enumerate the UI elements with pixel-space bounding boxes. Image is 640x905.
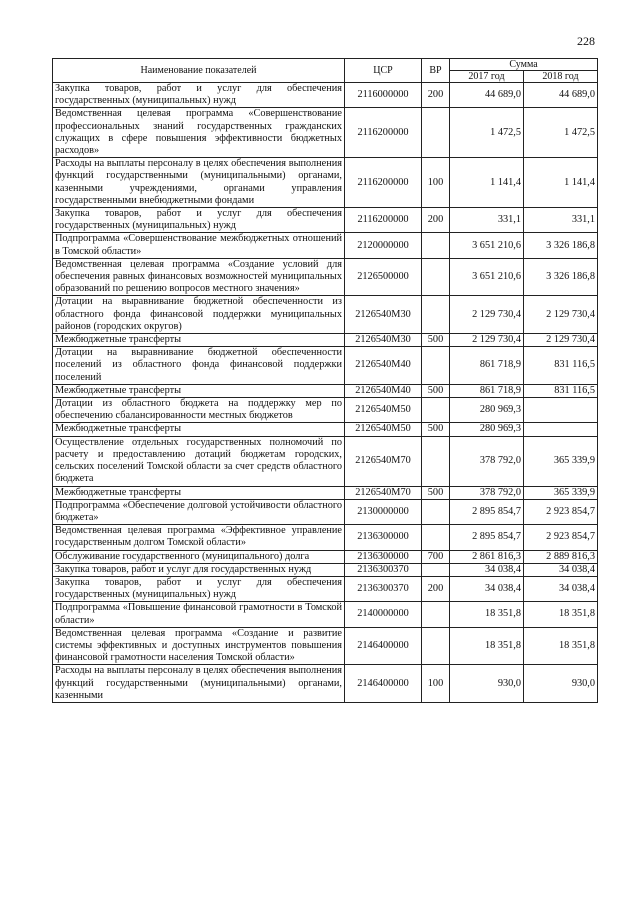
row-csr-code: 2126540М40 [345,347,422,385]
row-amount-2017: 1 472,5 [450,108,524,158]
row-name: Расходы на выплаты персоналу в целях обеспечения выполнения функций государственными (муниципальными) органами, казенными [53,665,345,703]
row-csr-code: 2116200000 [345,108,422,158]
row-amount-2017: 18 351,8 [450,627,524,665]
row-csr-code: 2126540М30 [345,296,422,334]
row-name: Закупка товаров, работ и услуг для обеспечения государственных (муниципальных) нужд [53,208,345,233]
row-amount-2017: 2 129 730,4 [450,334,524,347]
row-amount-2018: 18 351,8 [524,602,598,627]
row-vr-code: 700 [422,550,450,563]
row-amount-2018: 1 472,5 [524,108,598,158]
table-row [53,347,598,385]
row-amount-2018: 1 141,4 [524,158,598,208]
table-row [53,296,598,334]
table-row [53,550,598,563]
row-amount-2017: 280 969,3 [450,398,524,423]
row-name: Межбюджетные трансферты [53,334,345,347]
budget-table [52,58,598,703]
row-amount-2017: 2 129 730,4 [450,296,524,334]
row-amount-2018: 34 038,4 [524,563,598,576]
row-csr-code: 2136300000 [345,550,422,563]
table-row [53,398,598,423]
row-csr-code: 2126540М70 [345,436,422,486]
table-row [53,576,598,601]
row-vr-code: 100 [422,665,450,703]
row-vr-code [422,499,450,524]
row-amount-2017: 3 651 210,6 [450,233,524,258]
row-name: Дотации на выравнивание бюджетной обеспеченности из областного фонда финансовой поддержки муниципальных районов (городских округов) [53,296,345,334]
row-csr-code: 2116200000 [345,158,422,208]
row-vr-code: 500 [422,423,450,436]
row-amount-2017: 378 792,0 [450,486,524,499]
row-vr-code [422,398,450,423]
row-amount-2018: 365 339,9 [524,486,598,499]
table-row [53,563,598,576]
row-csr-code: 2136300370 [345,563,422,576]
table-row [53,83,598,108]
row-amount-2017: 2 861 816,3 [450,550,524,563]
header-year-2018: 2018 год [524,71,598,83]
row-vr-code: 500 [422,486,450,499]
row-csr-code: 2116000000 [345,83,422,108]
row-amount-2017: 34 038,4 [450,563,524,576]
row-amount-2017: 34 038,4 [450,576,524,601]
row-amount-2018 [524,398,598,423]
row-amount-2018: 365 339,9 [524,436,598,486]
header-vr: ВР [422,59,450,83]
row-name: Закупка товаров, работ и услуг для государственных нужд [53,563,345,576]
row-amount-2018 [524,423,598,436]
table-row [53,486,598,499]
table-row [53,233,598,258]
table-row [53,665,598,703]
row-vr-code: 200 [422,83,450,108]
row-amount-2018: 2 923 854,7 [524,525,598,550]
row-amount-2017: 3 651 210,6 [450,258,524,296]
row-csr-code: 2116200000 [345,208,422,233]
row-amount-2017: 18 351,8 [450,602,524,627]
row-amount-2017: 44 689,0 [450,83,524,108]
row-vr-code [422,436,450,486]
table-body [53,83,598,703]
table-row [53,436,598,486]
row-amount-2017: 378 792,0 [450,436,524,486]
header-sum: Сумма [450,59,598,71]
row-vr-code: 200 [422,576,450,601]
header-csr: ЦСР [345,59,422,83]
row-vr-code [422,233,450,258]
table-row [53,258,598,296]
row-name: Ведомственная целевая программа «Эффективное управление государственным долгом Томской области» [53,525,345,550]
row-amount-2017: 861 718,9 [450,347,524,385]
row-amount-2018: 3 326 186,8 [524,233,598,258]
table-row [53,627,598,665]
row-amount-2017: 2 895 854,7 [450,525,524,550]
row-amount-2018: 831 116,5 [524,347,598,385]
row-name: Межбюджетные трансферты [53,486,345,499]
page-number: 228 [577,34,595,48]
table-row [53,499,598,524]
row-amount-2018: 2 129 730,4 [524,296,598,334]
row-name: Межбюджетные трансферты [53,423,345,436]
table-row [53,108,598,158]
row-amount-2018: 3 326 186,8 [524,258,598,296]
row-csr-code: 2126540М40 [345,384,422,397]
row-csr-code: 2136300000 [345,525,422,550]
row-name: Ведомственная целевая программа «Совершенствование профессиональных знаний государственных гражданских служащих в сфере повышения эффективности бюджетных расходов» [53,108,345,158]
row-name: Осуществление отдельных государственных полномочий по расчету и предоставлению дотаций бюджетам городских, сельских поселений Томской области за счет средств областного бюджета [53,436,345,486]
row-name: Дотации на выравнивание бюджетной обеспеченности поселений из областного фонда финансовой поддержки поселений [53,347,345,385]
table-row [53,158,598,208]
row-name: Подпрограмма «Повышение финансовой грамотности в Томской области» [53,602,345,627]
row-amount-2017: 331,1 [450,208,524,233]
row-csr-code: 2120000000 [345,233,422,258]
row-csr-code: 2136300370 [345,576,422,601]
row-vr-code [422,563,450,576]
row-name: Ведомственная целевая программа «Создание и развитие системы эффективных и доступных инструментов повышения финансовой грамотности населения Томской области» [53,627,345,665]
row-vr-code: 100 [422,158,450,208]
row-vr-code [422,525,450,550]
table-row [53,602,598,627]
row-name: Подпрограмма «Обеспечение долговой устойчивости областного бюджета» [53,499,345,524]
row-amount-2018: 2 129 730,4 [524,334,598,347]
row-vr-code [422,347,450,385]
row-amount-2017: 2 895 854,7 [450,499,524,524]
row-amount-2017: 1 141,4 [450,158,524,208]
row-amount-2018: 18 351,8 [524,627,598,665]
header-year-2017: 2017 год [450,71,524,83]
row-name: Закупка товаров, работ и услуг для обеспечения государственных (муниципальных) нужд [53,83,345,108]
row-vr-code [422,602,450,627]
row-vr-code: 500 [422,334,450,347]
table-row [53,334,598,347]
row-csr-code: 2140000000 [345,602,422,627]
row-vr-code [422,108,450,158]
row-amount-2017: 280 969,3 [450,423,524,436]
row-amount-2017: 861 718,9 [450,384,524,397]
table-row [53,208,598,233]
table-row [53,525,598,550]
row-amount-2018: 331,1 [524,208,598,233]
row-csr-code: 2126540М50 [345,398,422,423]
row-amount-2018: 2 923 854,7 [524,499,598,524]
row-name: Дотации из областного бюджета на поддержку мер по обеспечению сбалансированности местных бюджетов [53,398,345,423]
row-csr-code: 2126540М70 [345,486,422,499]
row-amount-2017: 930,0 [450,665,524,703]
row-vr-code [422,258,450,296]
row-amount-2018: 930,0 [524,665,598,703]
row-vr-code [422,296,450,334]
row-vr-code: 500 [422,384,450,397]
row-name: Ведомственная целевая программа «Создание условий для обеспечения равных финансовых возможностей муниципальных образований по решению вопросов местного значения» [53,258,345,296]
row-csr-code: 2146400000 [345,665,422,703]
table-header [53,59,598,83]
row-csr-code: 2126540М50 [345,423,422,436]
table-row [53,384,598,397]
row-amount-2018: 44 689,0 [524,83,598,108]
row-name: Расходы на выплаты персоналу в целях обеспечения выполнения функций государственными (муниципальными) органами, казенными учреждениями, органами управления государственными внебюджетными фондами [53,158,345,208]
row-csr-code: 2130000000 [345,499,422,524]
table-row [53,423,598,436]
row-vr-code: 200 [422,208,450,233]
row-csr-code: 2146400000 [345,627,422,665]
row-name: Закупка товаров, работ и услуг для обеспечения государственных (муниципальных) нужд [53,576,345,601]
row-name: Межбюджетные трансферты [53,384,345,397]
row-amount-2018: 34 038,4 [524,576,598,601]
row-vr-code [422,627,450,665]
row-amount-2018: 831 116,5 [524,384,598,397]
row-csr-code: 2126500000 [345,258,422,296]
row-name: Подпрограмма «Совершенствование межбюджетных отношений в Томской области» [53,233,345,258]
row-csr-code: 2126540М30 [345,334,422,347]
header-name: Наименование показателей [53,59,345,83]
row-name: Обслуживание государственного (муниципального) долга [53,550,345,563]
row-amount-2018: 2 889 816,3 [524,550,598,563]
